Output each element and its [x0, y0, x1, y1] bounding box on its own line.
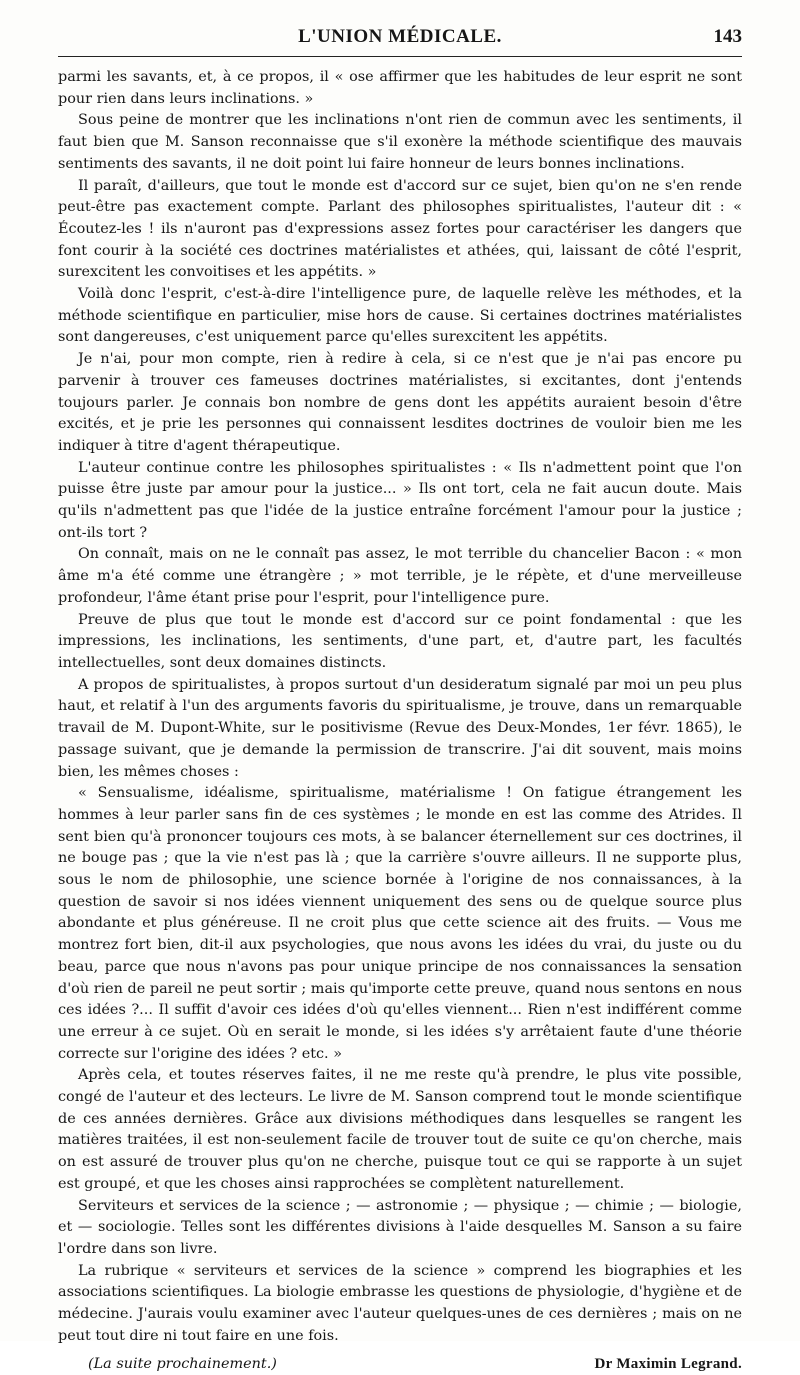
page-number: 143	[713, 26, 742, 47]
paragraph: Serviteurs et services de la science ; — astronomie ; — physique ; — chimie ; — biologie, et — sociologie. Telles sont les différentes divisions à l'aide desquelles M. Sanson a su faire l'ordre dans son livre.	[58, 1197, 742, 1257]
paragraph: La rubrique « serviteurs et services de la science » comprend les biographies et les associations scientifiques. La biologie embrasse les questions de physiologie, d'hygiène et de médecine. J'aurais voulu examiner avec l'auteur quelques-unes de ces dernières ; mais on ne peut tout dire ni tout faire en une fois.	[58, 1262, 742, 1344]
paragraph: Preuve de plus que tout le monde est d'accord sur ce point fondamental : que les impressions, les inclinations, les sentiments, d'une part, et, d'autre part, les facultés intellectuelles, sont deux domaines distincts.	[58, 611, 742, 671]
paragraph: Voilà donc l'esprit, c'est-à-dire l'intelligence pure, de laquelle relève les méthodes, et la méthode scientifique en particulier, mise hors de cause. Si certaines doctrines matérialistes sont dangereuses, c'est uniquement parce qu'elles surexcitent les appétits.	[58, 286, 742, 346]
quoted-paragraph: « Sensualisme, idéalisme, spiritualisme, matérialisme ! On fatigue étrangement les hommes à leur parler sans fin de ces systèmes ; le monde en est las comme des Atrides. Il sent bien qu'à prononcer toujours ces mots, à se balancer éternellement sur ces doctrines, il ne bouge pas ; que la vie n'est pas là ; que la carrière s'ouvre ailleurs. Il ne supporte plus, sous le nom de philosophie, une science bornée à l'origine de nos connaissances, à la question de savoir si nos idées viennent uniquement des sens ou de quelque source plus abondante et plus généreuse. Il ne croit plus que cette science ait des fruits. — Vous me montrez fort bien, dit-il aux psychologies, que nous avons les idées du vrai, du juste ou du beau, parce que nous n'avons pas pour unique principe de nos connaissances la sensation d'où rien de pareil ne peut sortir ; mais qu'importe cette preuve, quand nous sentons en nous ces idées ?... Il suffit d'avoir ces idées d'où qu'elles viennent... Rien n'est indifférent comme une erreur à ce sujet. Où en serait le monde, si les idées s'y arrêtaient faute d'une théorie correcte sur l'origine des idées ? etc. »	[58, 785, 742, 1062]
header-rule	[58, 56, 742, 57]
paragraph: Je n'ai, pour mon compte, rien à redire à cela, si ce n'est que je n'ai pas encore pu parvenir à trouver ces fameuses doctrines matérialistes, si excitantes, dont j'entends toujours parler. Je connais bon nombre de gens dont les appétits auraient besoin d'être excités, et je prie les personnes qui connaissent lesdites doctrines de vouloir bien me les indiquer à titre d'agent thérapeutique.	[58, 351, 742, 454]
continuation-note: (La suite prochainement.)	[88, 1356, 277, 1373]
paragraph: On connaît, mais on ne le connaît pas assez, le mot terrible du chancelier Bacon : « mon âme m'a été comme une étrangère ; » mot terrible, je le répète, et d'une merveilleuse profondeur, l'âme étant prise pour l'esprit, pour l'intelligence pure.	[58, 546, 742, 606]
paragraph: Après cela, et toutes réserves faites, il ne me reste qu'à prendre, le plus vite possible, congé de l'auteur et des lecteurs. Le livre de M. Sanson comprend tout le monde scientifique de ces années dernières. Grâce aux divisions méthodiques dans lesquelles se rangent les matières traitées, il est non-seulement facile de trouver tout de suite ce qu'on cherche, mais on est assuré de trouver plus qu'on ne cherche, puisque tout ce qui se rapporte à un sujet est groupé, et que les choses ainsi rapprochées se complètent naturellement.	[58, 1067, 742, 1192]
paragraph: Sous peine de montrer que les inclinations n'ont rien de commun avec les sentiments, il faut bien que M. Sanson reconnaisse que s'il exonère la méthode scientifique des mauvais sentiments des savants, il ne doit point lui faire honneur de leurs bonnes inclinations.	[58, 112, 742, 172]
paragraph: L'auteur continue contre les philosophes spiritualistes : « Ils n'admettent point que l'on puisse être juste par amour pour la justice... » Ils ont tort, cela ne fait aucun doute. Mais qu'ils n'admettent pas que l'idée de la justice entraîne forcément l'amour pour la justice ; ont-ils tort ?	[58, 459, 742, 541]
paragraph: A propos de spiritualistes, à propos surtout d'un desideratum signalé par moi un peu plus haut, et relatif à l'un des arguments favoris du spiritualisme, je trouve, dans un remarquable travail de M. Dupont-White, sur le positivisme (Revue des Deux-Mondes, 1er févr. 1865), le passage suivant, que je demande la permission de transcrire. J'ai dit souvent, mais moins bien, les mêmes choses :	[58, 676, 742, 780]
paragraph: Il paraît, d'ailleurs, que tout le monde est d'accord sur ce sujet, bien qu'on ne s'en rende peut-être pas exactement compte. Parlant des philosophes spiritualistes, l'auteur dit : « Écoutez-les ! ils n'auront pas d'expressions assez fortes pour caractériser les dangers que font courir à la société ces doctrines matérialistes et athées, qui, laissant de côté l'esprit, surexcitent les convoitises et les appétits. »	[58, 177, 742, 281]
author-signature: Dr Maximin Legrand.	[594, 1356, 742, 1373]
paragraph: parmi les savants, et, à ce propos, il « ose affirmer que les habitudes de leur esprit ne sont pour rien dans leurs inclinations. »	[58, 69, 742, 107]
running-title: L'UNION MÉDICALE.	[298, 26, 502, 47]
article-body	[58, 67, 742, 1347]
page-header	[58, 22, 742, 52]
article-footer	[58, 1351, 742, 1375]
